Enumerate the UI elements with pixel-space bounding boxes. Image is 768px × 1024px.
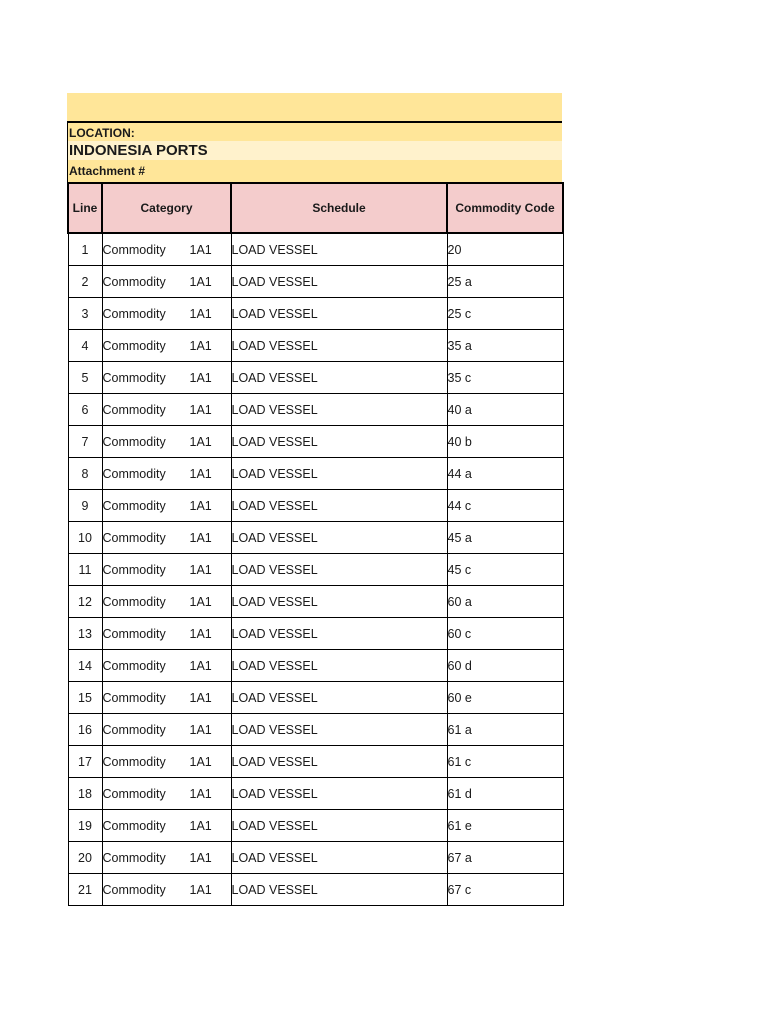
table-row[interactable]	[68, 874, 563, 906]
cell-category[interactable]	[102, 650, 231, 682]
cell-line[interactable]: 14	[68, 650, 102, 682]
table-row[interactable]	[68, 298, 563, 330]
category-code: 1A1	[189, 690, 212, 705]
cell-category[interactable]	[102, 842, 231, 874]
cell-commodity-code[interactable]: 61 e	[447, 810, 563, 842]
table-row[interactable]	[68, 778, 563, 810]
category-code: 1A1	[189, 626, 212, 641]
column-header-category[interactable]: Category	[102, 183, 231, 233]
table-row[interactable]	[68, 394, 563, 426]
category-name: Commodity	[102, 530, 166, 545]
cell-line[interactable]: 8	[68, 458, 102, 490]
category-code: 1A1	[189, 658, 212, 673]
cell-commodity-code[interactable]: 25 a	[447, 266, 563, 298]
table-row[interactable]	[68, 362, 563, 394]
category-code: 1A1	[189, 594, 212, 609]
cell-category[interactable]	[102, 778, 231, 810]
cell-category[interactable]	[102, 810, 231, 842]
attachment-label: Attachment #	[67, 160, 562, 182]
table-body	[68, 233, 563, 906]
cell-line[interactable]: 17	[68, 746, 102, 778]
cell-commodity-code[interactable]: 61 c	[447, 746, 563, 778]
category-name: Commodity	[102, 338, 166, 353]
cell-schedule[interactable]: LOAD VESSEL	[231, 650, 447, 682]
cell-commodity-code[interactable]: 20	[447, 233, 563, 266]
cell-category[interactable]	[102, 554, 231, 586]
cell-category[interactable]	[102, 330, 231, 362]
cell-schedule[interactable]: LOAD VESSEL	[231, 842, 447, 874]
category-name: Commodity	[102, 434, 166, 449]
cell-line[interactable]: 9	[68, 490, 102, 522]
category-name: Commodity	[102, 658, 166, 673]
table-header-row	[68, 183, 563, 233]
table-row[interactable]	[68, 522, 563, 554]
table-row[interactable]	[68, 618, 563, 650]
category-code: 1A1	[189, 242, 212, 257]
table-row[interactable]	[68, 810, 563, 842]
cell-category[interactable]	[102, 394, 231, 426]
category-name: Commodity	[102, 690, 166, 705]
cell-category[interactable]	[102, 426, 231, 458]
cell-schedule[interactable]: LOAD VESSEL	[231, 298, 447, 330]
category-name: Commodity	[102, 722, 166, 737]
commodity-table	[67, 182, 564, 906]
cell-line[interactable]: 1	[68, 233, 102, 266]
cell-schedule[interactable]: LOAD VESSEL	[231, 554, 447, 586]
table-row[interactable]	[68, 266, 563, 298]
cell-commodity-code[interactable]: 61 d	[447, 778, 563, 810]
category-name: Commodity	[102, 370, 166, 385]
category-name: Commodity	[102, 850, 166, 865]
category-code: 1A1	[189, 338, 212, 353]
cell-commodity-code[interactable]: 44 c	[447, 490, 563, 522]
cell-line[interactable]: 11	[68, 554, 102, 586]
cell-commodity-code[interactable]: 60 e	[447, 682, 563, 714]
cell-category[interactable]	[102, 714, 231, 746]
category-name: Commodity	[102, 306, 166, 321]
cell-schedule[interactable]: LOAD VESSEL	[231, 810, 447, 842]
cell-line[interactable]: 15	[68, 682, 102, 714]
cell-commodity-code[interactable]: 60 d	[447, 650, 563, 682]
cell-schedule[interactable]: LOAD VESSEL	[231, 746, 447, 778]
category-code: 1A1	[189, 754, 212, 769]
header-band	[67, 93, 562, 121]
cell-schedule[interactable]: LOAD VESSEL	[231, 426, 447, 458]
table-row[interactable]	[68, 458, 563, 490]
cell-category[interactable]	[102, 618, 231, 650]
cell-line[interactable]: 12	[68, 586, 102, 618]
cell-category[interactable]	[102, 682, 231, 714]
category-name: Commodity	[102, 594, 166, 609]
cell-commodity-code[interactable]: 45 a	[447, 522, 563, 554]
cell-commodity-code[interactable]: 35 c	[447, 362, 563, 394]
cell-commodity-code[interactable]: 35 a	[447, 330, 563, 362]
cell-schedule[interactable]: LOAD VESSEL	[231, 330, 447, 362]
cell-commodity-code[interactable]: 67 c	[447, 874, 563, 906]
table-row[interactable]	[68, 330, 563, 362]
table-row[interactable]	[68, 650, 563, 682]
cell-category[interactable]	[102, 522, 231, 554]
cell-category[interactable]	[102, 586, 231, 618]
cell-commodity-code[interactable]: 40 b	[447, 426, 563, 458]
category-code: 1A1	[189, 530, 212, 545]
cell-line[interactable]: 20	[68, 842, 102, 874]
category-name: Commodity	[102, 882, 166, 897]
cell-line[interactable]: 6	[68, 394, 102, 426]
category-name: Commodity	[102, 626, 166, 641]
cell-category[interactable]	[102, 458, 231, 490]
cell-schedule[interactable]: LOAD VESSEL	[231, 682, 447, 714]
column-header-schedule[interactable]: Schedule	[231, 183, 447, 233]
spreadsheet	[67, 93, 562, 906]
cell-category[interactable]	[102, 233, 231, 266]
cell-schedule[interactable]: LOAD VESSEL	[231, 233, 447, 266]
cell-line[interactable]: 5	[68, 362, 102, 394]
category-code: 1A1	[189, 306, 212, 321]
category-name: Commodity	[102, 466, 166, 481]
category-code: 1A1	[189, 818, 212, 833]
cell-line[interactable]: 13	[68, 618, 102, 650]
category-code: 1A1	[189, 562, 212, 577]
category-name: Commodity	[102, 562, 166, 577]
cell-commodity-code[interactable]: 25 c	[447, 298, 563, 330]
location-label: LOCATION:	[67, 121, 562, 141]
category-code: 1A1	[189, 786, 212, 801]
table-row[interactable]	[68, 682, 563, 714]
category-code: 1A1	[189, 434, 212, 449]
category-code: 1A1	[189, 498, 212, 513]
cell-line[interactable]: 16	[68, 714, 102, 746]
category-name: Commodity	[102, 402, 166, 417]
cell-category[interactable]	[102, 298, 231, 330]
category-name: Commodity	[102, 786, 166, 801]
column-header-commodity-code[interactable]: Commodity Code	[447, 183, 563, 233]
cell-schedule[interactable]: LOAD VESSEL	[231, 778, 447, 810]
cell-category[interactable]	[102, 874, 231, 906]
table-row[interactable]	[68, 554, 563, 586]
cell-line[interactable]: 4	[68, 330, 102, 362]
category-code: 1A1	[189, 466, 212, 481]
table-row[interactable]	[68, 426, 563, 458]
location-value: INDONESIA PORTS	[67, 141, 562, 160]
table-row[interactable]	[68, 233, 563, 266]
cell-schedule[interactable]: LOAD VESSEL	[231, 266, 447, 298]
cell-line[interactable]: 2	[68, 266, 102, 298]
table-row[interactable]	[68, 586, 563, 618]
cell-commodity-code[interactable]: 44 a	[447, 458, 563, 490]
column-header-line[interactable]: Line	[68, 183, 102, 233]
category-code: 1A1	[189, 274, 212, 289]
cell-line[interactable]: 7	[68, 426, 102, 458]
cell-commodity-code[interactable]: 61 a	[447, 714, 563, 746]
category-name: Commodity	[102, 818, 166, 833]
cell-line[interactable]: 18	[68, 778, 102, 810]
category-code: 1A1	[189, 882, 212, 897]
table-row[interactable]	[68, 842, 563, 874]
cell-line[interactable]: 3	[68, 298, 102, 330]
category-name: Commodity	[102, 242, 166, 257]
cell-commodity-code[interactable]: 60 c	[447, 618, 563, 650]
table-row[interactable]	[68, 714, 563, 746]
cell-commodity-code[interactable]: 45 c	[447, 554, 563, 586]
category-code: 1A1	[189, 850, 212, 865]
cell-line[interactable]: 10	[68, 522, 102, 554]
cell-commodity-code[interactable]: 67 a	[447, 842, 563, 874]
cell-commodity-code[interactable]: 60 a	[447, 586, 563, 618]
cell-schedule[interactable]: LOAD VESSEL	[231, 362, 447, 394]
cell-line[interactable]: 21	[68, 874, 102, 906]
table-row[interactable]	[68, 746, 563, 778]
category-name: Commodity	[102, 498, 166, 513]
cell-schedule[interactable]: LOAD VESSEL	[231, 522, 447, 554]
category-name: Commodity	[102, 274, 166, 289]
cell-schedule[interactable]: LOAD VESSEL	[231, 618, 447, 650]
cell-category[interactable]	[102, 362, 231, 394]
cell-category[interactable]	[102, 490, 231, 522]
category-code: 1A1	[189, 722, 212, 737]
cell-category[interactable]	[102, 266, 231, 298]
cell-schedule[interactable]: LOAD VESSEL	[231, 490, 447, 522]
cell-schedule[interactable]: LOAD VESSEL	[231, 394, 447, 426]
cell-commodity-code[interactable]: 40 a	[447, 394, 563, 426]
category-name: Commodity	[102, 754, 166, 769]
cell-schedule[interactable]: LOAD VESSEL	[231, 586, 447, 618]
cell-schedule[interactable]: LOAD VESSEL	[231, 714, 447, 746]
cell-schedule[interactable]: LOAD VESSEL	[231, 874, 447, 906]
category-code: 1A1	[189, 402, 212, 417]
cell-category[interactable]	[102, 746, 231, 778]
cell-schedule[interactable]: LOAD VESSEL	[231, 458, 447, 490]
cell-line[interactable]: 19	[68, 810, 102, 842]
category-code: 1A1	[189, 370, 212, 385]
table-row[interactable]	[68, 490, 563, 522]
